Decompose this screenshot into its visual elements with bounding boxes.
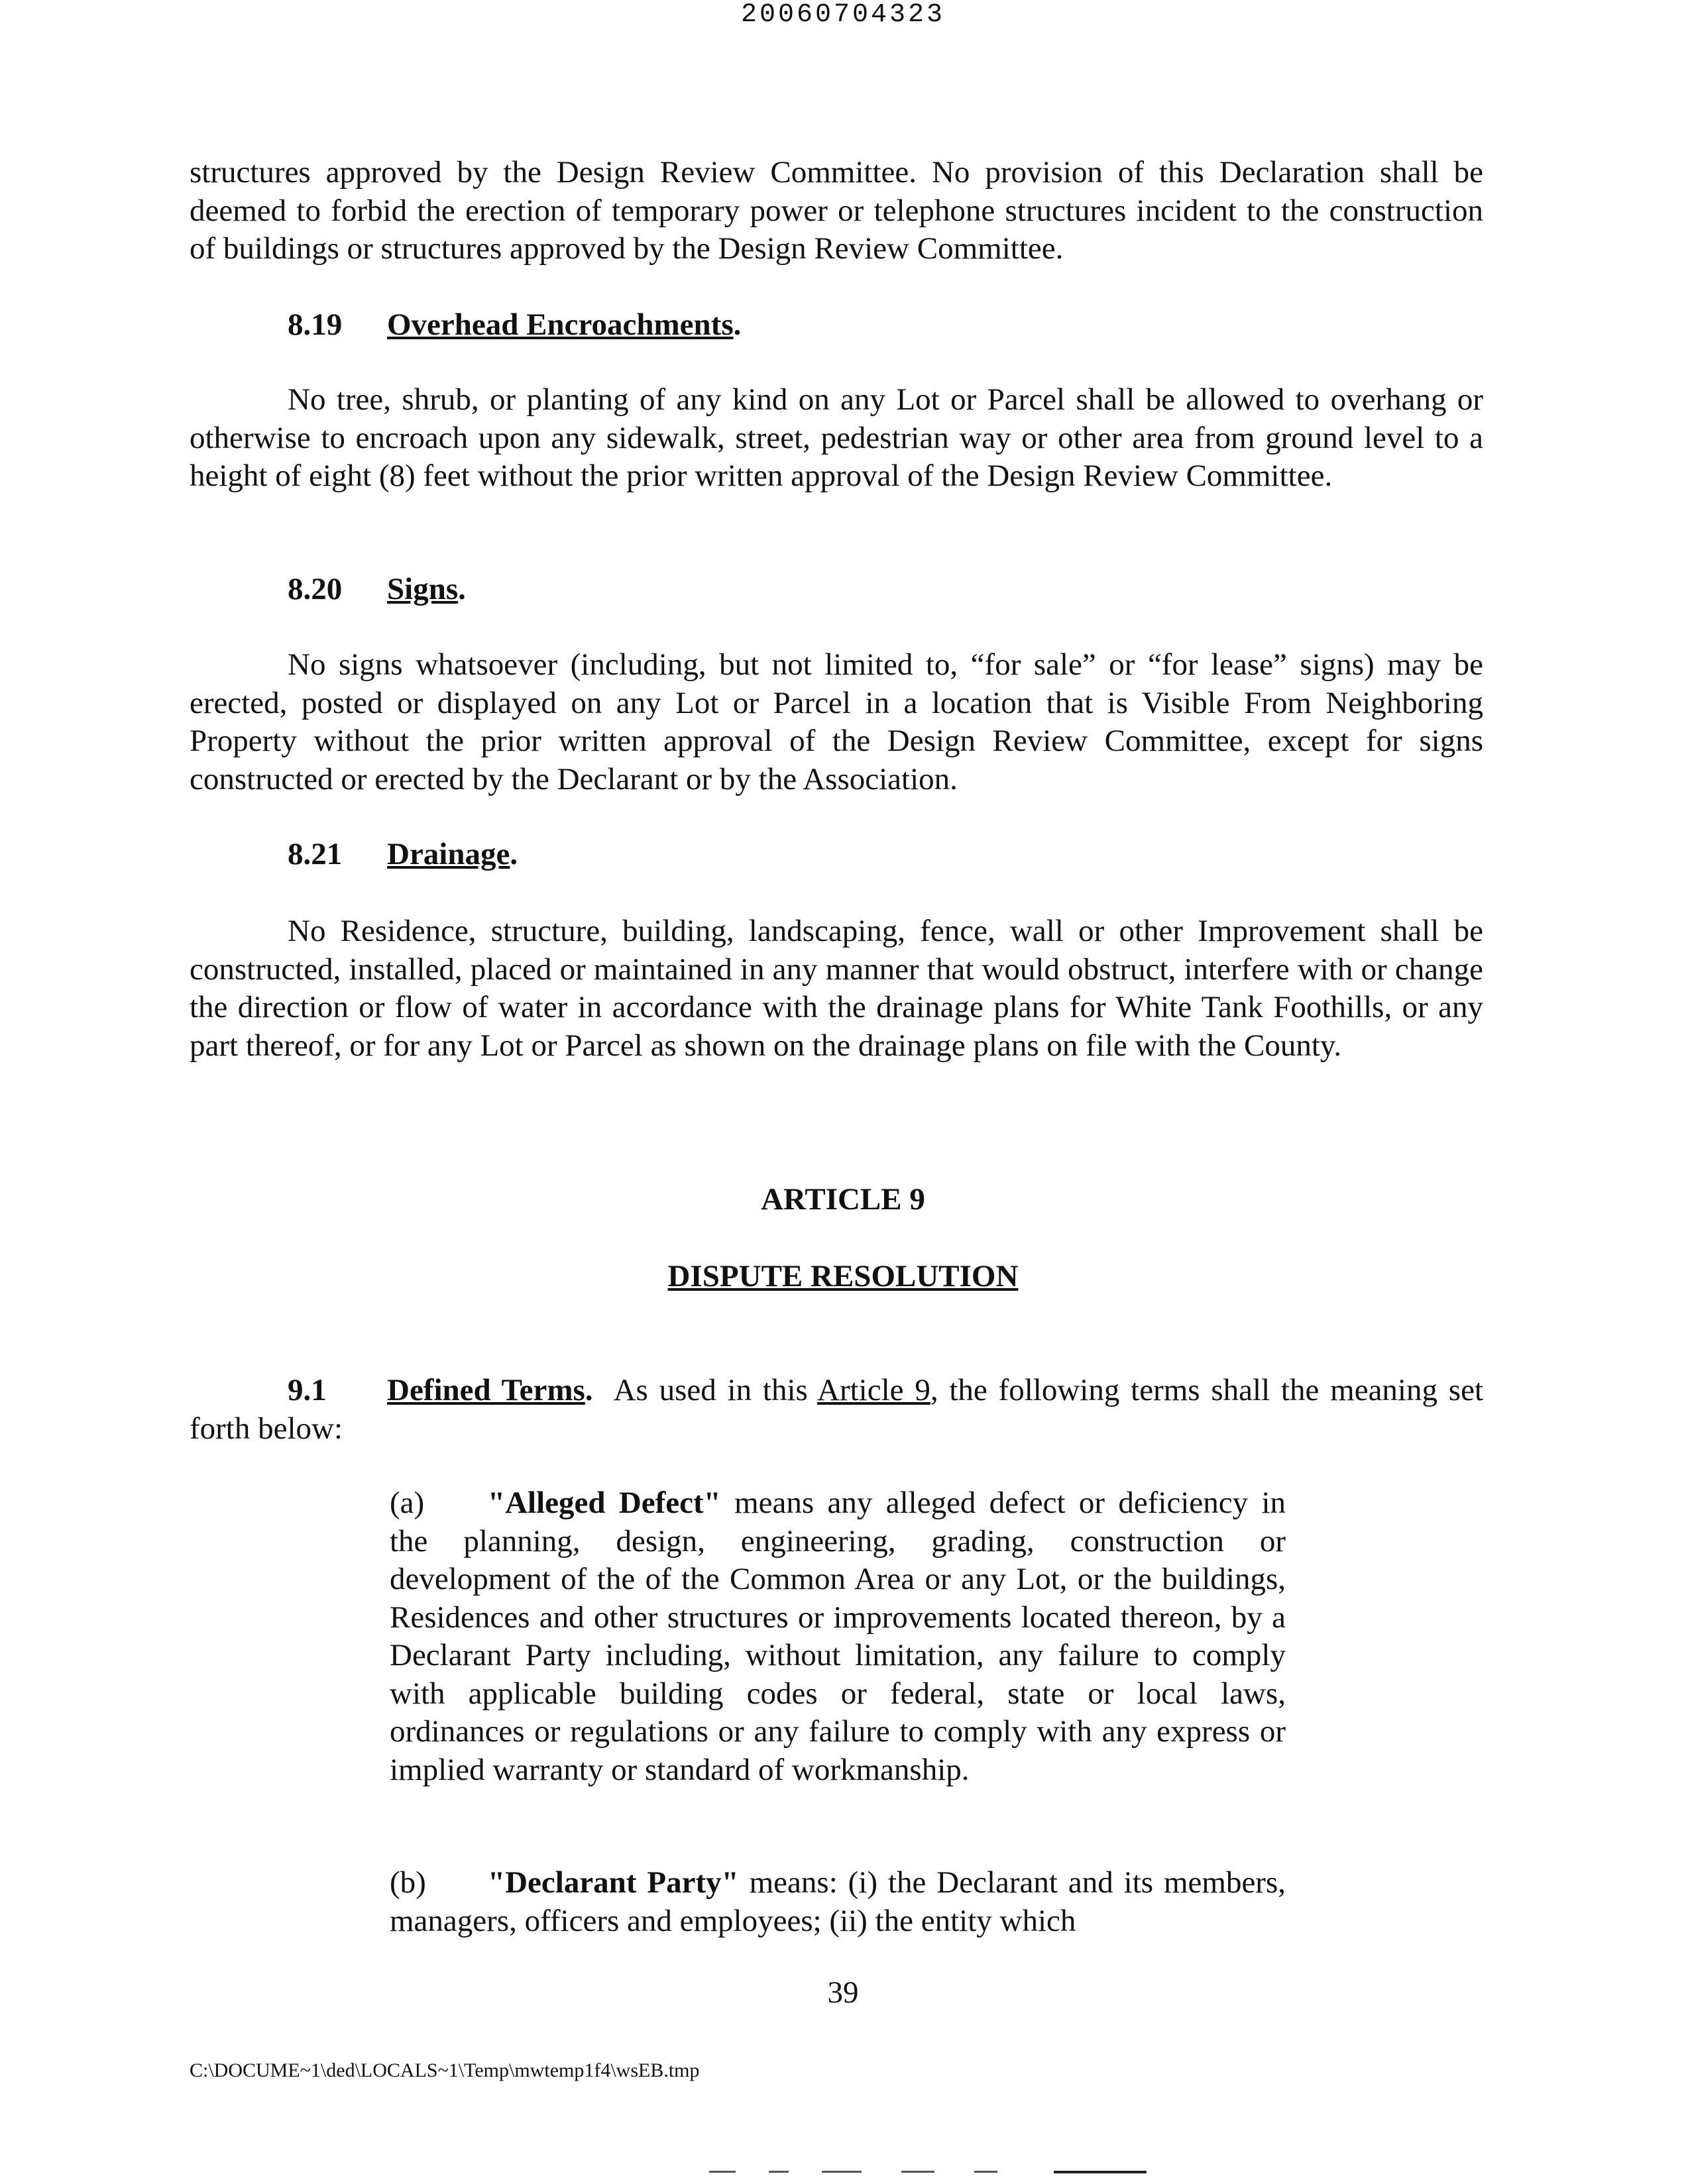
section-number: 8.19	[288, 307, 343, 342]
definition-label: (b)	[390, 1865, 426, 1900]
section-body-8-20: No signs whatsoever (including, but not limited to, “for sale” or “for lease” signs) may be erected, posted or displayed on any Lot or Parcel in a location that is Visible From Neighboring Property without the prior written approval of the Design Review Committee, except for signs constructed or erected by the Declarant or by the Association.	[190, 647, 1483, 796]
file-path: C:\DOCUME~1\ded\LOCALS~1\Temp\mwtemp1f4\wsEB.tmp	[190, 2059, 700, 2081]
definition-b	[390, 1864, 1286, 1940]
definition-term: "Alleged Defect"	[488, 1486, 721, 1520]
article-title-text: DISPUTE RESOLUTION	[667, 1259, 1019, 1293]
section-9-1-paragraph	[190, 1372, 1483, 1448]
section-body-8-19: No tree, shrub, or planting of any kind on any Lot or Parcel shall be allowed to overhang or otherwise to encroach upon any sidewalk, street, pedestrian way or other area from ground level to a height of eight (8) feet without the prior written approval of the Design Review Committee.	[190, 382, 1483, 493]
section-heading-8-21	[288, 836, 518, 874]
definition-label: (a)	[390, 1486, 425, 1520]
heading-period: .	[510, 837, 518, 871]
section-body-8-21: No Residence, structure, building, landscaping, fence, wall or other Improvement shall be constructed, installed, placed or maintained in any manner that would obstruct, interfere with or change the direction or flow of water in accordance with the drainage plans for White Tank Foothills, or any part thereof, or for any Lot or Parcel as shown on the drainage plans on file with the County.	[190, 914, 1483, 1063]
section-heading-8-19	[288, 306, 741, 345]
section-heading-8-20	[288, 571, 466, 609]
definition-a	[390, 1484, 1286, 1789]
section-title: Drainage	[387, 837, 510, 871]
continuation-paragraph: structures approved by the Design Review Committee. No provision of this Declaration shall be deemed to forbid the erection of temporary power or telephone structures incident to the construction of buildings or structures approved by the Design Review Committee.	[190, 155, 1483, 266]
document-number: 20060704323	[740, 0, 946, 30]
definition-term: "Declarant Party"	[488, 1865, 739, 1900]
article-label: ARTICLE 9	[761, 1182, 925, 1217]
heading-period: .	[458, 572, 466, 606]
article-title	[0, 1258, 1686, 1296]
scan-artifact	[709, 2171, 1160, 2175]
section-number: 9.1	[288, 1373, 327, 1407]
section-rest: , the following terms shall the meaning set forth below:	[190, 1373, 1483, 1446]
page-number: 39	[827, 1975, 859, 2010]
heading-period: .	[733, 307, 742, 342]
section-intro: As used in this	[613, 1373, 808, 1407]
definition-text: means any alleged defect or deficiency in the planning, design, engineering, grading, construction or development of the of the Common Area or any Lot, or the buildings, Residences and other structures or improvements located thereon, by a Declarant Party including, without limitation, any failure to comply with applicable building codes or federal, state or local laws, ordinances or regulations or any failure to comply with any express or implied warranty or standard of workmanship.	[390, 1486, 1286, 1787]
article-reference: Article 9	[817, 1373, 930, 1407]
section-title-text: Defined Terms	[387, 1373, 585, 1407]
section-title: Signs	[387, 572, 459, 606]
section-number: 8.21	[288, 837, 343, 871]
section-title: Overhead Encroachments	[387, 307, 734, 342]
definition-text: means: (i) the Declarant and its members, managers, officers and employees; (ii) the entity which	[390, 1865, 1286, 1938]
section-number: 8.20	[288, 572, 343, 606]
section-title: Defined Terms.	[387, 1373, 593, 1407]
